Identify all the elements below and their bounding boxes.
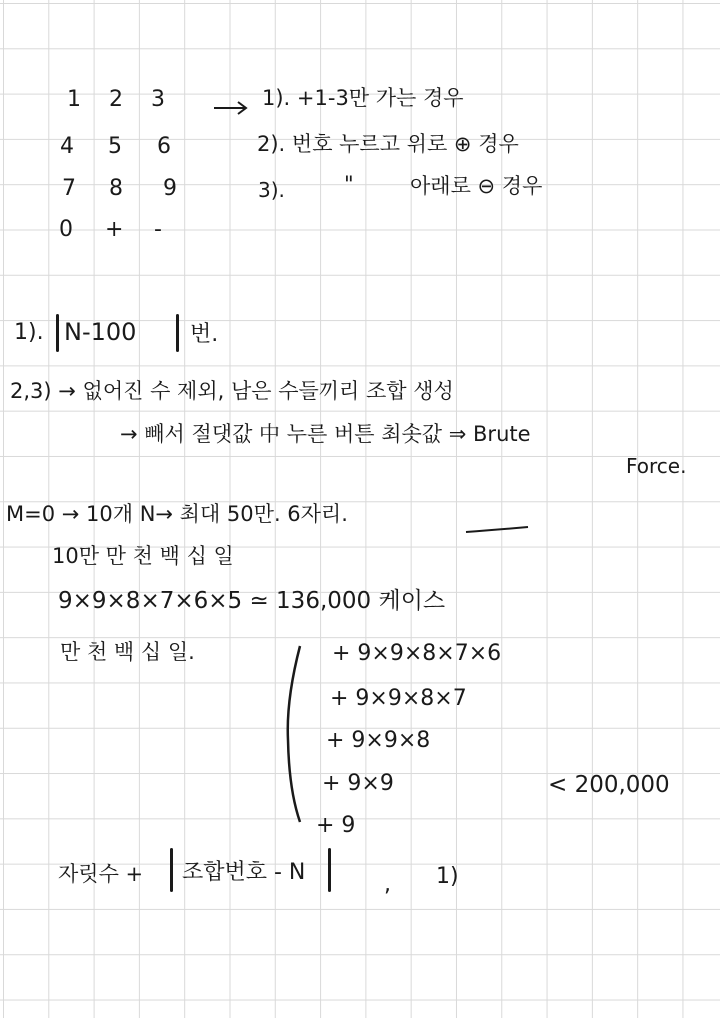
keypad-key: 6 <box>157 134 171 159</box>
keypad-key: 5 <box>108 134 122 159</box>
case-3-ditto: " <box>344 172 354 196</box>
keypad-key: 4 <box>60 134 74 159</box>
sum-term: + 9×9×8×7 <box>330 686 467 711</box>
keypad-key: 7 <box>62 176 76 201</box>
sum-term: + 9×9×8×7×6 <box>332 641 502 666</box>
sum-term: + 9×9×8 <box>326 728 431 753</box>
keypad-key: 2 <box>109 87 123 112</box>
solution-1-expr: N-100 <box>64 318 137 346</box>
solution-1-label: 1). <box>14 320 44 345</box>
abs-bar-left <box>170 848 173 892</box>
keypad-key: 3 <box>151 87 165 112</box>
solution-23-line1: 2,3) → 없어진 수 제외, 남은 수들끼리 조합 생성 <box>10 379 454 403</box>
case-2: 2). 번호 누르고 위로 ⊕ 경우 <box>257 132 519 156</box>
formula-expr: 조합번호 - N <box>182 860 306 885</box>
product-line: 9×9×8×7×6×5 ≃ 136,000 케이스 <box>58 588 446 614</box>
keypad-key: - <box>154 217 162 242</box>
keypad-key: 0 <box>59 217 73 242</box>
case-3-label: 3). <box>258 178 285 202</box>
formula-alt: 1) <box>436 864 459 889</box>
solution-1-suffix: 번. <box>190 322 219 347</box>
formula-prefix: 자릿수 + <box>58 862 144 886</box>
keypad-key: 9 <box>163 176 177 201</box>
sum-total: < 200,000 <box>548 772 670 798</box>
case-1: 1). +1-3만 가는 경우 <box>262 86 464 110</box>
m-line: M=0 → 10개 N→ 최대 50만. 6자리. <box>6 502 348 526</box>
keypad-key: + <box>105 217 124 242</box>
keypad-key: 8 <box>109 176 123 201</box>
solution-23-line2: → 빼서 절댓값 中 누른 버튼 최솟값 ⇒ Brute <box>120 422 531 446</box>
sum-term: + 9×9 <box>322 771 394 796</box>
sum-term: + 9 <box>316 813 356 838</box>
abs-bar-right <box>328 848 331 892</box>
formula-comma: , <box>384 872 391 897</box>
solution-23-line3: Force. <box>626 454 687 478</box>
units-line-2: 만 천 백 십 일. <box>60 640 195 664</box>
units-line-1: 10만 만 천 백 십 일 <box>52 544 234 568</box>
case-3-text: 아래로 ⊖ 경우 <box>410 174 543 198</box>
keypad-key: 1 <box>67 87 81 112</box>
